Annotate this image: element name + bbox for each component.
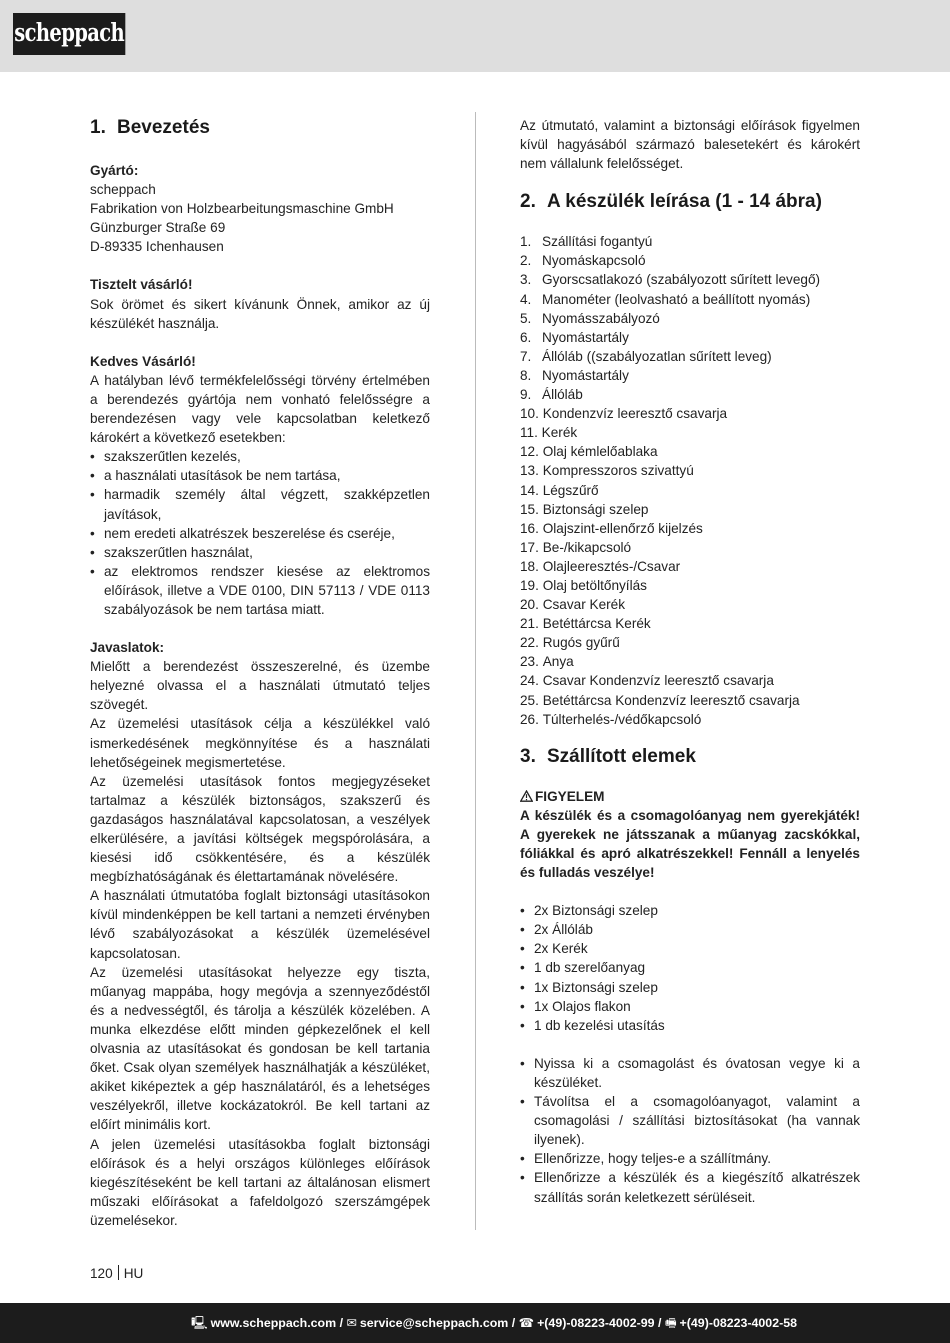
page-number: 120 HU: [90, 1266, 144, 1281]
delivered-items-list: [520, 901, 860, 1035]
list-item: • nem eredeti alkatrészek beszerelése és cseréje,: [90, 524, 430, 543]
list-item: 26. Túlterhelés-/védőkapcsoló: [520, 711, 702, 727]
warning-text: A készülék és a csomagolóanyag nem gyerekjáték! A gyerekek ne játsszanak a műanyag zacskókkal, fóliákkal és apró alkatrészekkel! Fennáll a lenyelés és fulladás veszélye!: [520, 807, 860, 881]
recommendation-paragraph: A használati útmutatóba foglalt biztonsági utasításokon kívül mindenképpen be kell tartani a nemzeti érvényben lévő szabályozásokat a készülék üzemelésével kapcsolatosan.: [90, 888, 430, 961]
list-item: • 2x Kerék: [520, 939, 860, 958]
dear-buyer-label: Kedves Vásárló!: [90, 353, 196, 369]
list-item: 13. Kompresszoros szivattyú: [520, 463, 694, 479]
list-item: • harmadik személy által végzett, szakképzetlen javítások,: [90, 485, 430, 523]
list-item: • 1 db szerelőanyag: [520, 958, 860, 977]
list-item: 1. Szállítási fogantyú: [520, 234, 653, 250]
list-item: 11. Kerék: [520, 425, 578, 441]
list-item: • Távolítsa el a csomagolóanyagot, valamint a csomagolási / szállítási biztosításokat (ha vannak ilyenek).: [520, 1092, 860, 1149]
list-item: • a használati utasítások be nem tartása,: [90, 466, 430, 485]
manufacturer-line: Fabrikation von Holzbearbeitungsmaschine GmbH: [90, 201, 394, 217]
envelope-icon: ✉: [346, 1316, 357, 1330]
phone-icon: ☎: [518, 1316, 535, 1330]
fax-number: +(49)-08223-4002-58: [679, 1316, 797, 1330]
list-item: • Nyissa ki a csomagolást és óvatosan vegye ki a készüléket.: [520, 1054, 860, 1092]
list-item: • Ellenőrizze, hogy teljes-e a szállítmány.: [520, 1149, 860, 1168]
list-item: • 1x Biztonsági szelep: [520, 978, 860, 997]
dear-customer-label: Tisztelt vásárló!: [90, 277, 193, 293]
list-item: 4. Manométer (leolvasható a beállított nyomás): [520, 291, 811, 307]
section-2-heading: 2. A készülék leírása (1 - 14 ábra): [520, 191, 822, 213]
list-item: 22. Rugós gyűrű: [520, 635, 620, 651]
list-item: 3. Gyorscsatlakozó (szabályozott sűrített levegő): [520, 272, 821, 288]
list-item: 6. Nyomástartály: [520, 329, 629, 345]
list-item: • 1 db kezelési utasítás: [520, 1016, 860, 1035]
list-item: 23. Anya: [520, 654, 574, 670]
list-item: 19. Olaj betöltőnyílás: [520, 577, 647, 593]
disclaimer-text: Az útmutató, valamint a biztonsági előírások figyelmen kívül hagyásából származó balesetekért és károkért nem vállalunk felelősséget.: [520, 118, 860, 172]
section-3-heading: 3. Szállított elemek: [520, 745, 696, 767]
list-item: • az elektromos rendszer kiesése az elektromos előírások, illetve a VDE 0100, DIN 57113 / VDE 0113 szabályozások be nem tartása miatt.: [90, 562, 430, 619]
liability-text: A hatályban lévő termékfelelősségi törvény értelmében a berendezés gyártója nem vonható felelősségre a berendezésen vagy vele kapcsolatban keletkező károkért a következő esetekben:: [90, 372, 430, 446]
recommendation-paragraph: Az üzemelési utasításokat helyezze egy tiszta, műanyag mappába, hogy megóvja a szennyeződéstől és a nedvességtől, és tárolja a készülék közelében. A munka elkezdése előtt minden gépkezelőnek el kell olvasnia az utasításokat és gondosan be kell tartania őket. Csak olyan személyek használhatják a készüléket, akiket kiképeztek a gép használatáról, és a lehetséges veszélyekről, illetve kockázatokról. Be kell tartani az előírt minimális kort.: [90, 964, 430, 1133]
list-item: • szakszerűtlen kezelés,: [90, 447, 430, 466]
scheppach-logo: scheppach: [13, 13, 125, 55]
dear-customer-text: Sok örömet és sikert kívánunk Önnek, amikor az új készülékét használja.: [90, 296, 430, 331]
recommendations-label: Javaslatok:: [90, 640, 165, 656]
list-item: • 2x Állóláb: [520, 920, 860, 939]
page-header: [0, 0, 950, 72]
list-item: • 2x Biztonsági szelep: [520, 901, 860, 920]
manufacturer-line: D-89335 Ichenhausen: [90, 239, 224, 255]
list-item: • 1x Olajos flakon: [520, 997, 860, 1016]
section-1-heading: 1. Bevezetés: [90, 117, 210, 138]
liability-list: [90, 447, 430, 619]
warning-title: FIGYELEM: [520, 787, 860, 806]
list-item: 8. Nyomástartály: [520, 367, 629, 383]
recommendation-paragraph: Mielőtt a berendezést összeszerelné, és üzembe helyezné olvassa el a használati útmutató teljes szövegét.: [90, 659, 430, 713]
recommendation-paragraph: A jelen üzemelési utasításokba foglalt biztonsági előírások és a helyi országos különleges előírások kiegészítéseként be kell tartani az általánosan elismert műszaki előírásokat a fafeldolgozó szerszámgépek üzemelésekor.: [90, 1136, 430, 1228]
recommendation-paragraph: Az üzemelési utasítások fontos megjegyzéseket tartalmaz a készülék biztonságos, szakszerű és gazdaságos használatával kapcsolatosan, a veszélyek elkerülésére, a javítási költségek megspórolására, a kiesési idő csökkentésére, és a készülék megbízhatóságának és élettartamának növelésére.: [90, 773, 430, 885]
list-item: 9. Állóláb: [520, 387, 583, 403]
manufacturer-line: scheppach: [90, 182, 156, 198]
column-divider: [475, 112, 476, 1230]
warning-triangle-icon: [520, 790, 533, 802]
list-item: 15. Biztonsági szelep: [520, 501, 649, 517]
list-item: 20. Csavar Kerék: [520, 597, 626, 613]
page-number-separator: [118, 1265, 119, 1280]
list-item: 21. Betéttárcsa Kerék: [520, 616, 651, 632]
recommendation-paragraph: Az üzemelési utasítások célja a készülékkel való ismerkedésének megkönnyítése és a használati lehetőségeinek megismertetése.: [90, 716, 430, 770]
list-item: 5. Nyomásszabályozó: [520, 310, 660, 326]
unpacking-steps-list: [520, 1054, 860, 1207]
list-item: 16. Olajszint-ellenőrző kijelzés: [520, 520, 703, 536]
list-item: • szakszerűtlen használat,: [90, 543, 430, 562]
manufacturer-line: Günzburger Straße 69: [90, 220, 226, 236]
list-item: 17. Be-/kikapcsoló: [520, 539, 632, 555]
list-item: 7. Állóláb ((szabályozatlan sűrített leveg): [520, 348, 772, 364]
list-item: 2. Nyomáskapcsoló: [520, 253, 646, 269]
fax-icon: 🖷: [664, 1316, 677, 1330]
email-link[interactable]: service@scheppach.com: [359, 1316, 509, 1330]
list-item: 10. Kondenzvíz leeresztő csavarja: [520, 406, 728, 422]
list-item: 24. Csavar Kondenzvíz leeresztő csavarja: [520, 673, 774, 689]
laptop-icon: 🖳: [191, 1316, 208, 1330]
list-item: 18. Olajleeresztés-/Csavar: [520, 558, 681, 574]
parts-list: [520, 232, 860, 728]
website-link[interactable]: www.scheppach.com: [210, 1316, 337, 1330]
manufacturer-label: Gyártó:: [90, 163, 139, 178]
left-column: [90, 116, 430, 1230]
list-item: 25. Betéttárcsa Kondenzvíz leeresztő csavarja: [520, 692, 800, 708]
phone-number: +(49)-08223-4002-99: [537, 1316, 655, 1330]
right-column: [520, 116, 860, 1207]
list-item: • Ellenőrizze a készülék és a kiegészítő alkatrészek szállítás során keletkezett sérüléseit.: [520, 1168, 860, 1206]
page-footer: 🖳 www.scheppach.com / ✉ service@scheppach.com / ☎ +(49)-08223-4002-99 / 🖷 +(49)-08223-4002-58: [0, 1303, 950, 1343]
list-item: 12. Olaj kémlelőablaka: [520, 444, 658, 460]
list-item: 14. Légszűrő: [520, 482, 599, 498]
